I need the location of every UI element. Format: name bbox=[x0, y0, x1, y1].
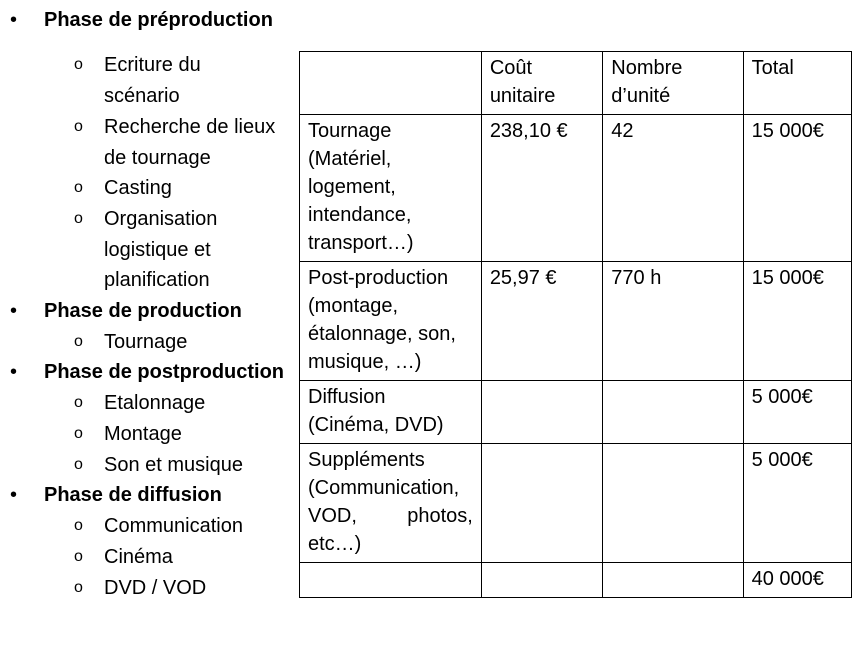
list-item: Communication bbox=[104, 515, 243, 537]
sub-bullet: o bbox=[74, 210, 83, 227]
table-row bbox=[300, 381, 852, 444]
sub-bullet: o bbox=[74, 394, 83, 411]
total-cell: 5 000€ bbox=[743, 444, 851, 563]
row-label: Tournage bbox=[308, 120, 392, 142]
row-detail-word: VOD, bbox=[308, 505, 357, 527]
empty-cell bbox=[300, 563, 482, 598]
row-label: Diffusion bbox=[308, 386, 386, 408]
list-item: Recherche de lieux bbox=[104, 116, 276, 138]
header-units bbox=[603, 52, 743, 115]
total-cell: 5 000€ bbox=[743, 381, 851, 444]
row-detail: (montage, bbox=[308, 295, 399, 317]
row-detail-word: photos, bbox=[407, 505, 473, 527]
row-label: Suppléments bbox=[308, 449, 425, 471]
list-item: planification bbox=[104, 269, 210, 291]
empty-cell bbox=[481, 563, 602, 598]
unit-cost-cell bbox=[481, 381, 602, 444]
row-detail: (Matériel, bbox=[308, 148, 392, 170]
table-header-row bbox=[300, 52, 852, 115]
total-cell: 15 000€ bbox=[743, 115, 851, 262]
table-row bbox=[300, 444, 852, 563]
sub-bullet: o bbox=[74, 517, 83, 534]
sub-bullet: o bbox=[74, 179, 83, 196]
sub-bullet: o bbox=[74, 56, 83, 73]
empty-cell bbox=[603, 563, 743, 598]
unit-cost-cell: 238,10 € bbox=[481, 115, 602, 262]
header-empty-cell bbox=[300, 52, 482, 115]
phase-title-diffusion: Phase de diffusion bbox=[44, 484, 222, 506]
list-item: Ecriture du bbox=[104, 54, 201, 76]
list-item: de tournage bbox=[104, 147, 211, 169]
list-item: Etalonnage bbox=[104, 392, 206, 414]
row-detail: logement, bbox=[308, 176, 396, 198]
list-item: DVD / VOD bbox=[104, 577, 207, 599]
table-row bbox=[300, 262, 852, 381]
row-label-cell bbox=[300, 381, 482, 444]
phase-bullet: • bbox=[10, 361, 18, 383]
row-detail-justified bbox=[308, 502, 473, 530]
phase-title-preproduction: Phase de préproduction bbox=[44, 9, 273, 31]
phase-title-production: Phase de production bbox=[44, 300, 242, 322]
header-unit-cost-line1: Coût bbox=[489, 57, 533, 79]
grand-total-cell: 40 000€ bbox=[743, 563, 851, 598]
row-label: Post-production bbox=[308, 267, 449, 289]
header-units-line2: d’unité bbox=[611, 85, 671, 107]
sub-bullet: o bbox=[74, 118, 83, 135]
phase-bullet: • bbox=[10, 9, 18, 31]
list-item: Casting bbox=[104, 177, 172, 199]
table-total-row bbox=[300, 563, 852, 598]
header-total: Total bbox=[743, 52, 851, 115]
list-item: logistique et bbox=[104, 239, 211, 261]
list-item: scénario bbox=[104, 85, 180, 107]
table-row bbox=[300, 115, 852, 262]
list-item: Organisation bbox=[104, 208, 218, 230]
phase-bullet: • bbox=[10, 300, 18, 322]
phase-title-postproduction: Phase de postproduction bbox=[44, 361, 285, 383]
row-label-cell bbox=[300, 444, 482, 563]
total-cell: 15 000€ bbox=[743, 262, 851, 381]
row-detail: intendance, bbox=[308, 204, 412, 226]
list-item: Son et musique bbox=[104, 454, 243, 476]
header-unit-cost-line2: unitaire bbox=[489, 85, 556, 107]
units-cell: 42 bbox=[603, 115, 743, 262]
list-item: Tournage bbox=[104, 331, 188, 353]
unit-cost-cell bbox=[481, 444, 602, 563]
row-detail: etc…) bbox=[308, 533, 362, 555]
row-detail: (Communication, bbox=[308, 477, 460, 499]
sub-bullet: o bbox=[74, 579, 83, 596]
budget-table bbox=[299, 51, 852, 598]
unit-cost-cell: 25,97 € bbox=[481, 262, 602, 381]
list-item: Montage bbox=[104, 423, 182, 445]
units-cell bbox=[603, 381, 743, 444]
units-cell bbox=[603, 444, 743, 563]
row-label-cell bbox=[300, 115, 482, 262]
sub-bullet: o bbox=[74, 548, 83, 565]
sub-bullet: o bbox=[74, 425, 83, 442]
row-label-cell bbox=[300, 262, 482, 381]
header-units-line1: Nombre bbox=[611, 57, 683, 79]
units-cell: 770 h bbox=[603, 262, 743, 381]
row-detail: transport…) bbox=[308, 232, 414, 254]
phase-bullet: • bbox=[10, 484, 18, 506]
sub-bullet: o bbox=[74, 333, 83, 350]
header-unit-cost bbox=[481, 52, 602, 115]
row-detail: musique, …) bbox=[308, 351, 422, 373]
row-detail: (Cinéma, DVD) bbox=[308, 414, 444, 436]
row-detail: étalonnage, son, bbox=[308, 323, 456, 345]
list-item: Cinéma bbox=[104, 546, 173, 568]
sub-bullet: o bbox=[74, 456, 83, 473]
row-detail bbox=[308, 502, 473, 530]
